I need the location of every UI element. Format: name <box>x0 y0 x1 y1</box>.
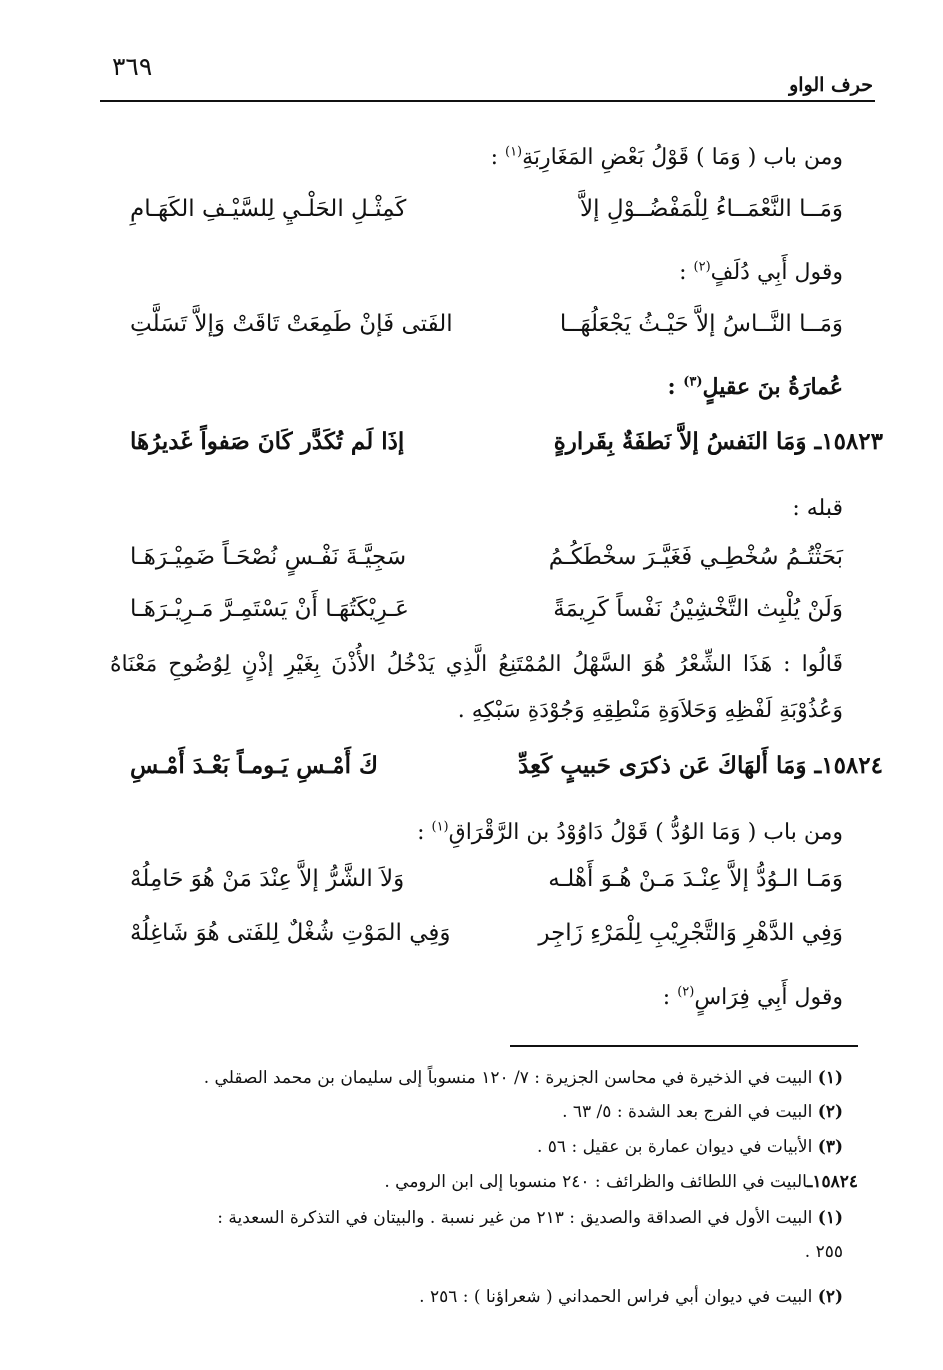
footnote-ref: (١) <box>431 819 449 835</box>
second-hemistich: الفَتى فَإنْ طَمِعَتْ تَاقَتْ وَإلاَّ تَسَلَّتِ <box>130 311 453 337</box>
first-hemistich: بَحَثْتُـمُ سُخْطِـي فَغَيَّـرَ سخْطَكُـمُ <box>548 544 843 570</box>
intro-line: وقول أَبِي فِرَاسٍ$^{(٢)}$ : <box>662 984 843 1010</box>
footnote: (١) البيت الأول في الصداقة والصديق : ٢١٣ من غير نسبة . والبيتان في التذكرة السعدية : <box>217 1208 843 1228</box>
second-hemistich: كَ أَمْـسِ يَـومـاً بَعْـدَ أَمْـسِ <box>130 752 378 779</box>
page-number: ٣٦٩ <box>112 52 153 81</box>
first-hemistich: وَمَــا النَّــاسُ إلاَّ حَيْـثُ يَجْعَلُهَــا <box>559 311 843 337</box>
first-hemistich: ١٥٨٢٤ـ وَمَا أَلهَاكَ عَن ذكرَى حَبيبٍ كَعِدِّ <box>518 752 883 779</box>
intro-line: ومن باب ( وَمَا الوُدُّ ) قَوْلُ دَاوُوْدُ بن الرَّقْرَاقِ$^{(١)}$ : <box>417 819 843 845</box>
intro-line: وقول أَبِي دُلَفٍ$^{(٢)}$ : <box>679 259 843 285</box>
first-hemistich: ١٥٨٢٣ـ وَمَا النَفسُ إلاَّ نَطفَةٌ بِقَرارةٍ <box>553 428 883 455</box>
poet-heading: عُمارَةُ بنَ عقيلٍ$^{(٣)}$ : <box>667 374 843 400</box>
first-hemistich: وَمَــا النَّعْمَــاءُ لِلْمَفْضُــوْلِ إلاَّ <box>580 196 843 222</box>
intro-line: ومن باب ( وَمَا ) قَوْلُ بَعْضِ المَغَارِبَةِ$^{(١)}$ : <box>490 144 843 170</box>
second-hemistich: عَـرِيْكَتُهَـا أَنْ يَسْتَمِـرَّ مَـرِيْـرَهَـا <box>130 596 409 622</box>
second-hemistich: إذَا لَم تُكَدَّر كَانَ صَفواً غَديرُهَا <box>130 428 405 455</box>
first-hemistich: وَلَنْ يُلْبِث التَّخْشِيْنُ نَفْساً كَرِيمَةً <box>553 596 843 622</box>
footnote-continuation: ٢٥٥ . <box>804 1242 843 1262</box>
footnote-ref: (٢) <box>693 259 711 275</box>
footnote-ref: (١) <box>504 144 523 160</box>
note-before: قبله : <box>792 496 843 521</box>
footnote: (٢) البيت في ديوان أبي فراس الحمداني ( شعراؤنا ) : ٢٥٦ . <box>419 1287 843 1307</box>
second-hemistich: وَفِي المَوْتِ شُغْلٌ لِلفَتى هُوَ شَاغِلُهْ <box>130 920 451 946</box>
footnote-rule <box>510 1045 858 1047</box>
footnote: (٣) الأبيات في ديوان عمارة بن عقيل : ٥٦ . <box>536 1137 843 1157</box>
first-hemistich: وَفِي الدَّهْرِ وَالتَّجْرِيْبِ لِلْمَرْءِ زَاجِر <box>538 920 843 946</box>
header-rule <box>100 100 875 102</box>
footnote-ref: (٢) <box>677 984 695 1000</box>
first-hemistich: وَمَـا الـوُدُّ إلاَّ عِنْـدَ مَـنْ هُـوَ أَهْلـه <box>548 866 843 892</box>
second-hemistich: سَجِيَّـةَ نَفْـسٍ نُصْحَـاً ضَمِيْـرَهَـا <box>130 544 407 570</box>
running-title: حرف الواو <box>789 74 873 96</box>
second-hemistich: كَمِثْـلِ الحَلْـيِ لِلسَّيْـفِ الكَهَـامِ <box>130 196 407 222</box>
commentary-paragraph: قَالُوا : هَذَا الشِّعْرُ هُوَ السَّهْلُ المُمْتَنِعُ الَّذِي يَدْخُلُ الأُذْنَ بِغَيْرِ إذْنٍ لِوُضُوحِ مَعْنَاهُ وَعُذُوْبَةِ لَفْظِهِ وَحَلاَوَةِ مَنْطِقِهِ وَجُوْدَةِ سَبْكِهِ . <box>110 652 843 723</box>
footnote: ١٥٨٢٤ـالبيت في اللطائف والظرائف : ٢٤٠ منسوبا إلى ابن الرومي . <box>384 1172 858 1192</box>
footnote: (٢) البيت في الفرج بعد الشدة : ٥/ ٦٣ . <box>562 1102 843 1122</box>
second-hemistich: وَلاَ الشَّرُّ إلاَّ عِنْدَ مَنْ هُوَ حَامِلُهْ <box>130 866 405 892</box>
footnote-ref: (٣) <box>683 374 703 390</box>
footnote: (١) البيت في الذخيرة في محاسن الجزيرة : ٧/ ١٢٠ منسوباً إلى سليمان بن محمد الصقلي . <box>203 1068 843 1088</box>
